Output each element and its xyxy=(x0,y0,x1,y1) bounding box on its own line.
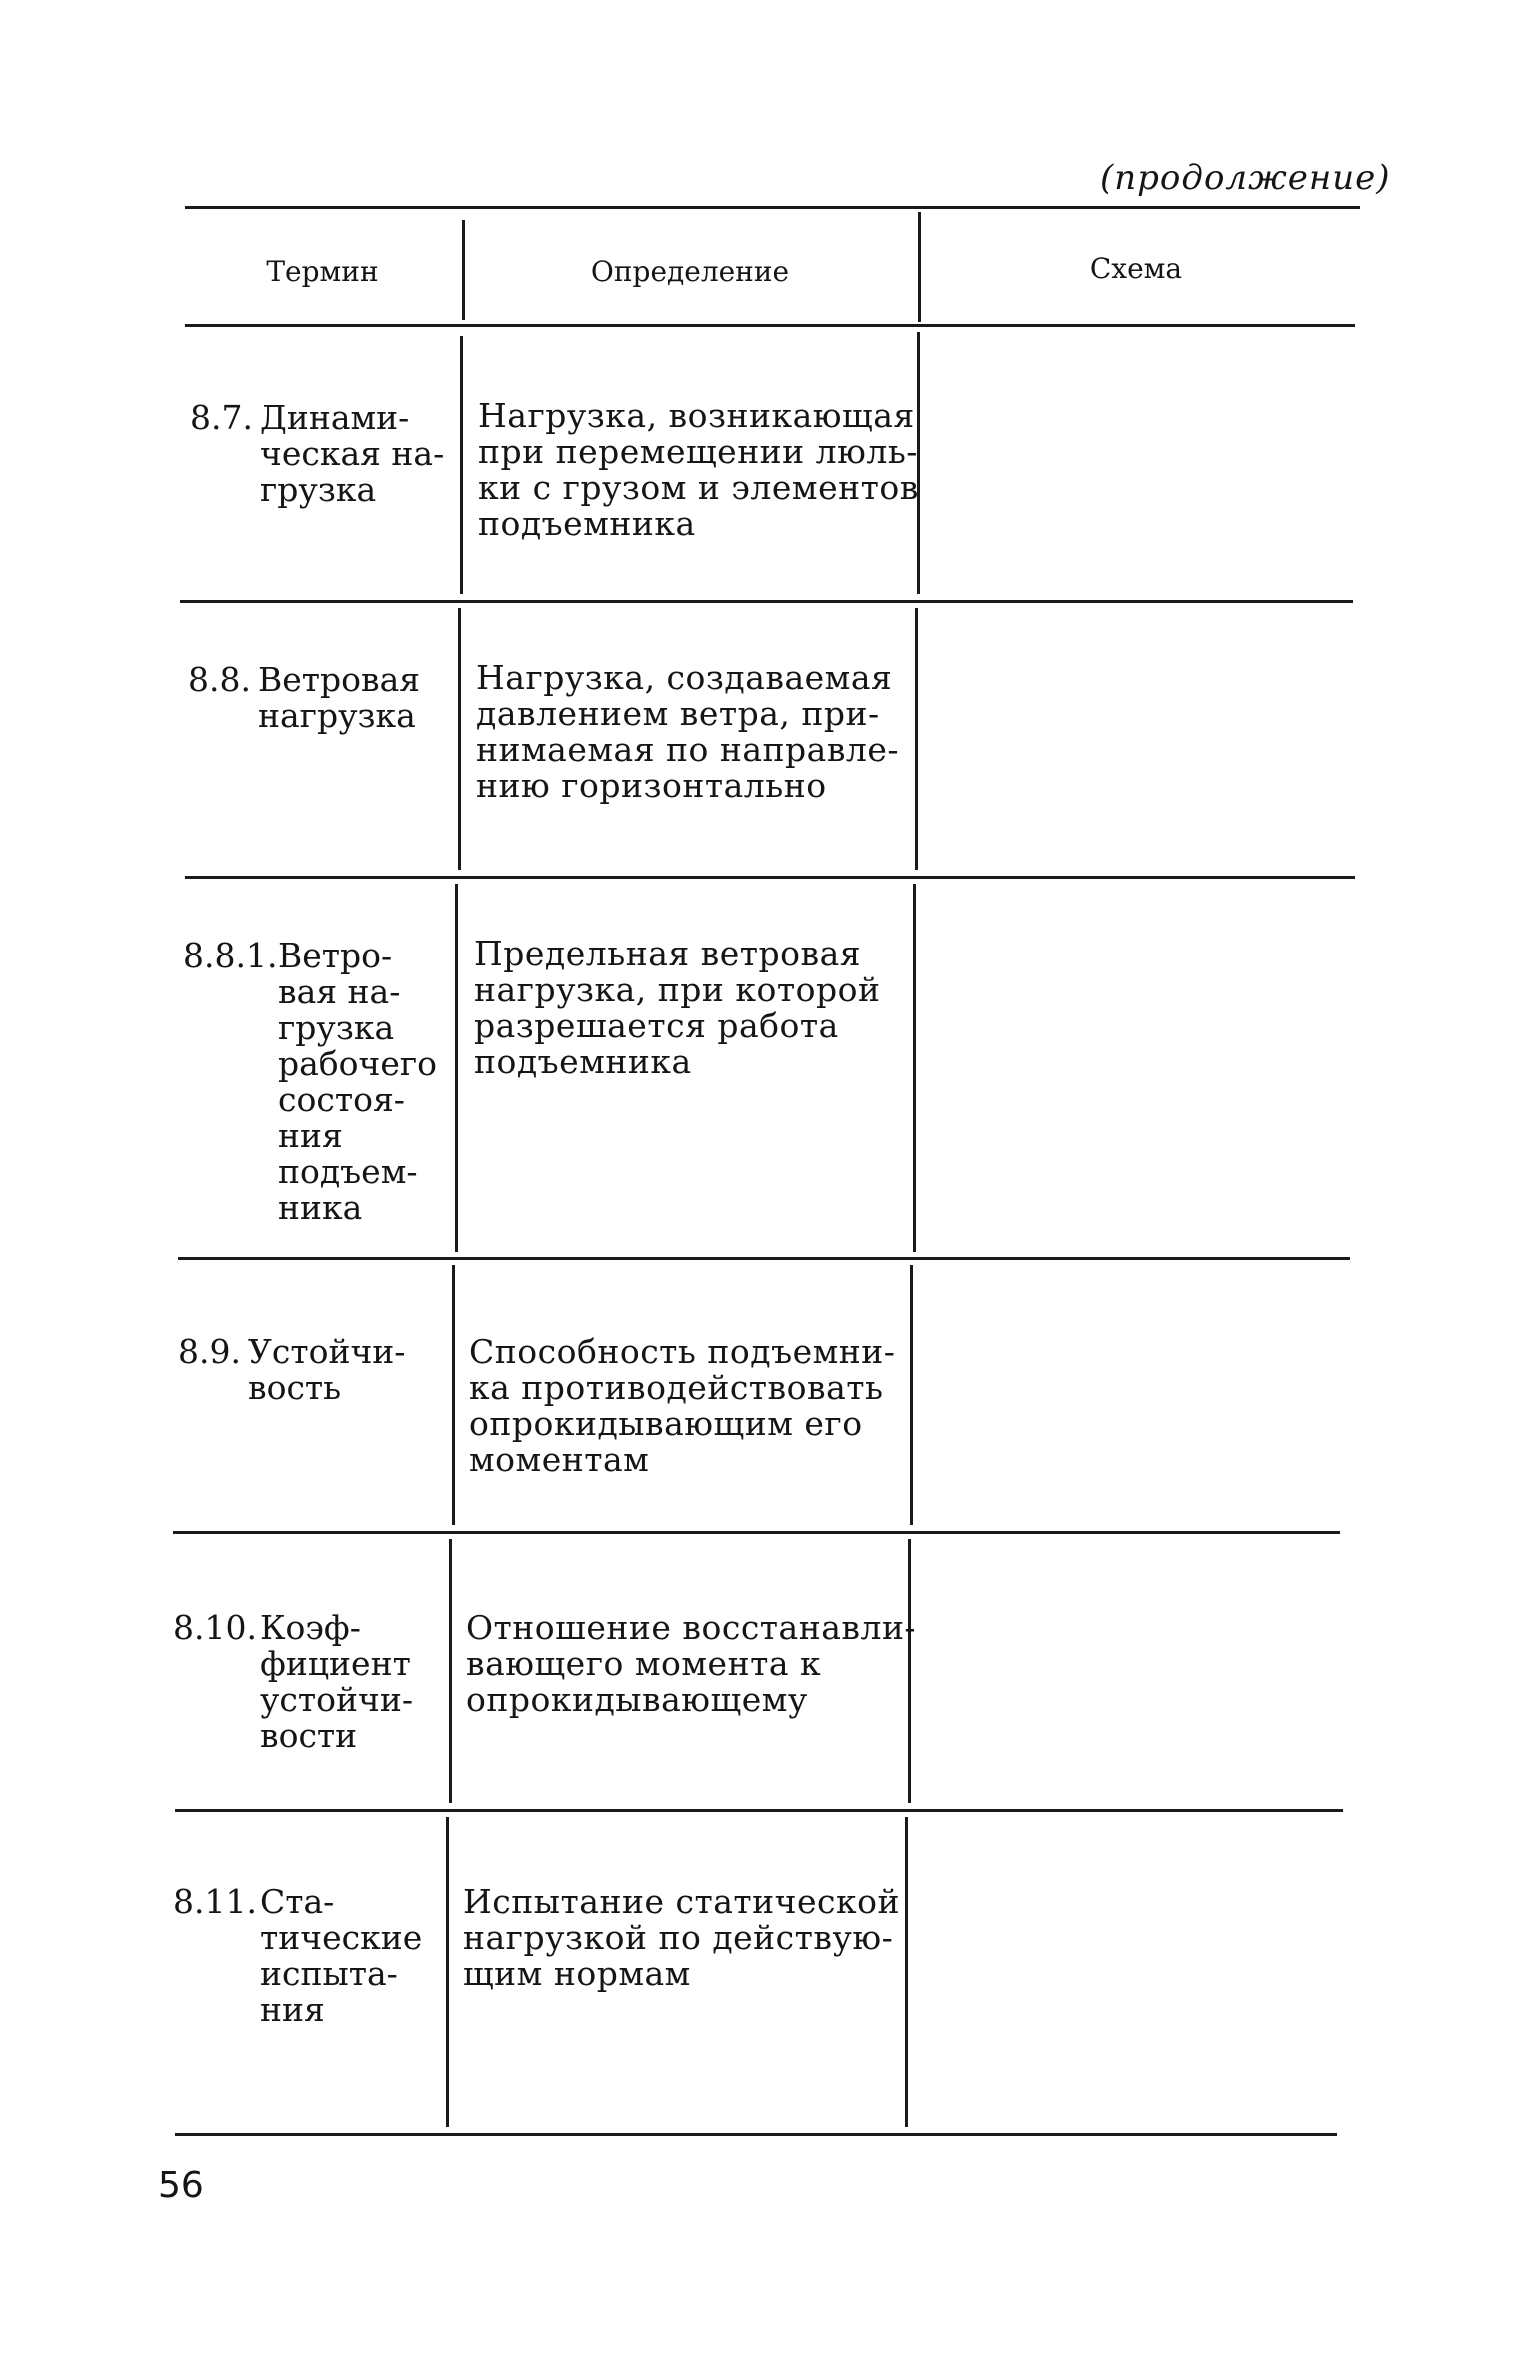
header-term: Термин xyxy=(266,255,379,288)
column-separator xyxy=(913,884,916,1252)
column-separator xyxy=(915,608,918,870)
row-definition: Нагрузка, создаваемая давлением ветра, при- нимаемая по направле- нию горизонтально xyxy=(476,658,900,805)
row-number: 8.10. xyxy=(173,1608,257,1647)
row-term: Динами- ческая на- грузка xyxy=(260,398,445,509)
row-number: 8.8.1. xyxy=(183,936,278,975)
column-separator xyxy=(905,1817,908,2127)
continuation-label: (продолжение) xyxy=(1100,158,1391,198)
column-separator xyxy=(910,1265,913,1525)
row-number: 8.9. xyxy=(178,1332,241,1371)
header-definition: Определение xyxy=(590,255,790,288)
row-definition: Испытание статической нагрузкой по действую- щим нормам xyxy=(463,1882,900,1993)
row-divider xyxy=(178,1257,1350,1260)
row-term: Ста- тические испыта- ния xyxy=(260,1882,423,2029)
column-separator xyxy=(446,1817,449,2127)
row-divider xyxy=(180,600,1353,603)
row-number: 8.7. xyxy=(190,398,253,437)
row-term: Ветро- вая на- грузка рабочего состоя- ния подъем- ника xyxy=(278,936,438,1227)
header-scheme: Схема xyxy=(1089,252,1183,285)
table-bottom-rule xyxy=(175,2133,1337,2136)
column-separator xyxy=(455,884,458,1252)
row-divider xyxy=(175,1809,1343,1812)
column-separator xyxy=(460,336,463,594)
row-divider xyxy=(173,1531,1340,1534)
table-top-rule xyxy=(185,206,1360,209)
column-separator xyxy=(452,1265,455,1525)
row-term: Ветровая нагрузка xyxy=(258,660,421,735)
page-number: 56 xyxy=(158,2165,204,2206)
row-divider xyxy=(185,876,1355,879)
column-separator xyxy=(458,608,461,870)
row-definition: Отношение восстанавли- вающего момента к опрокидывающему xyxy=(466,1608,917,1719)
row-definition: Предельная ветровая нагрузка, при которой разрешается работа подъемника xyxy=(474,934,881,1081)
row-number: 8.8. xyxy=(188,660,251,699)
row-definition: Способность подъемни- ка противодействовать опрокидывающим его моментам xyxy=(469,1332,896,1479)
row-term: Устойчи- вость xyxy=(248,1332,406,1407)
row-term: Коэф- фициент устойчи- вости xyxy=(260,1608,413,1755)
column-separator xyxy=(449,1539,452,1803)
header-bottom-rule xyxy=(185,324,1355,327)
row-number: 8.11. xyxy=(173,1882,257,1921)
row-definition: Нагрузка, возникающая при перемещении люль- ки с грузом и элементов подъемника xyxy=(478,396,919,543)
